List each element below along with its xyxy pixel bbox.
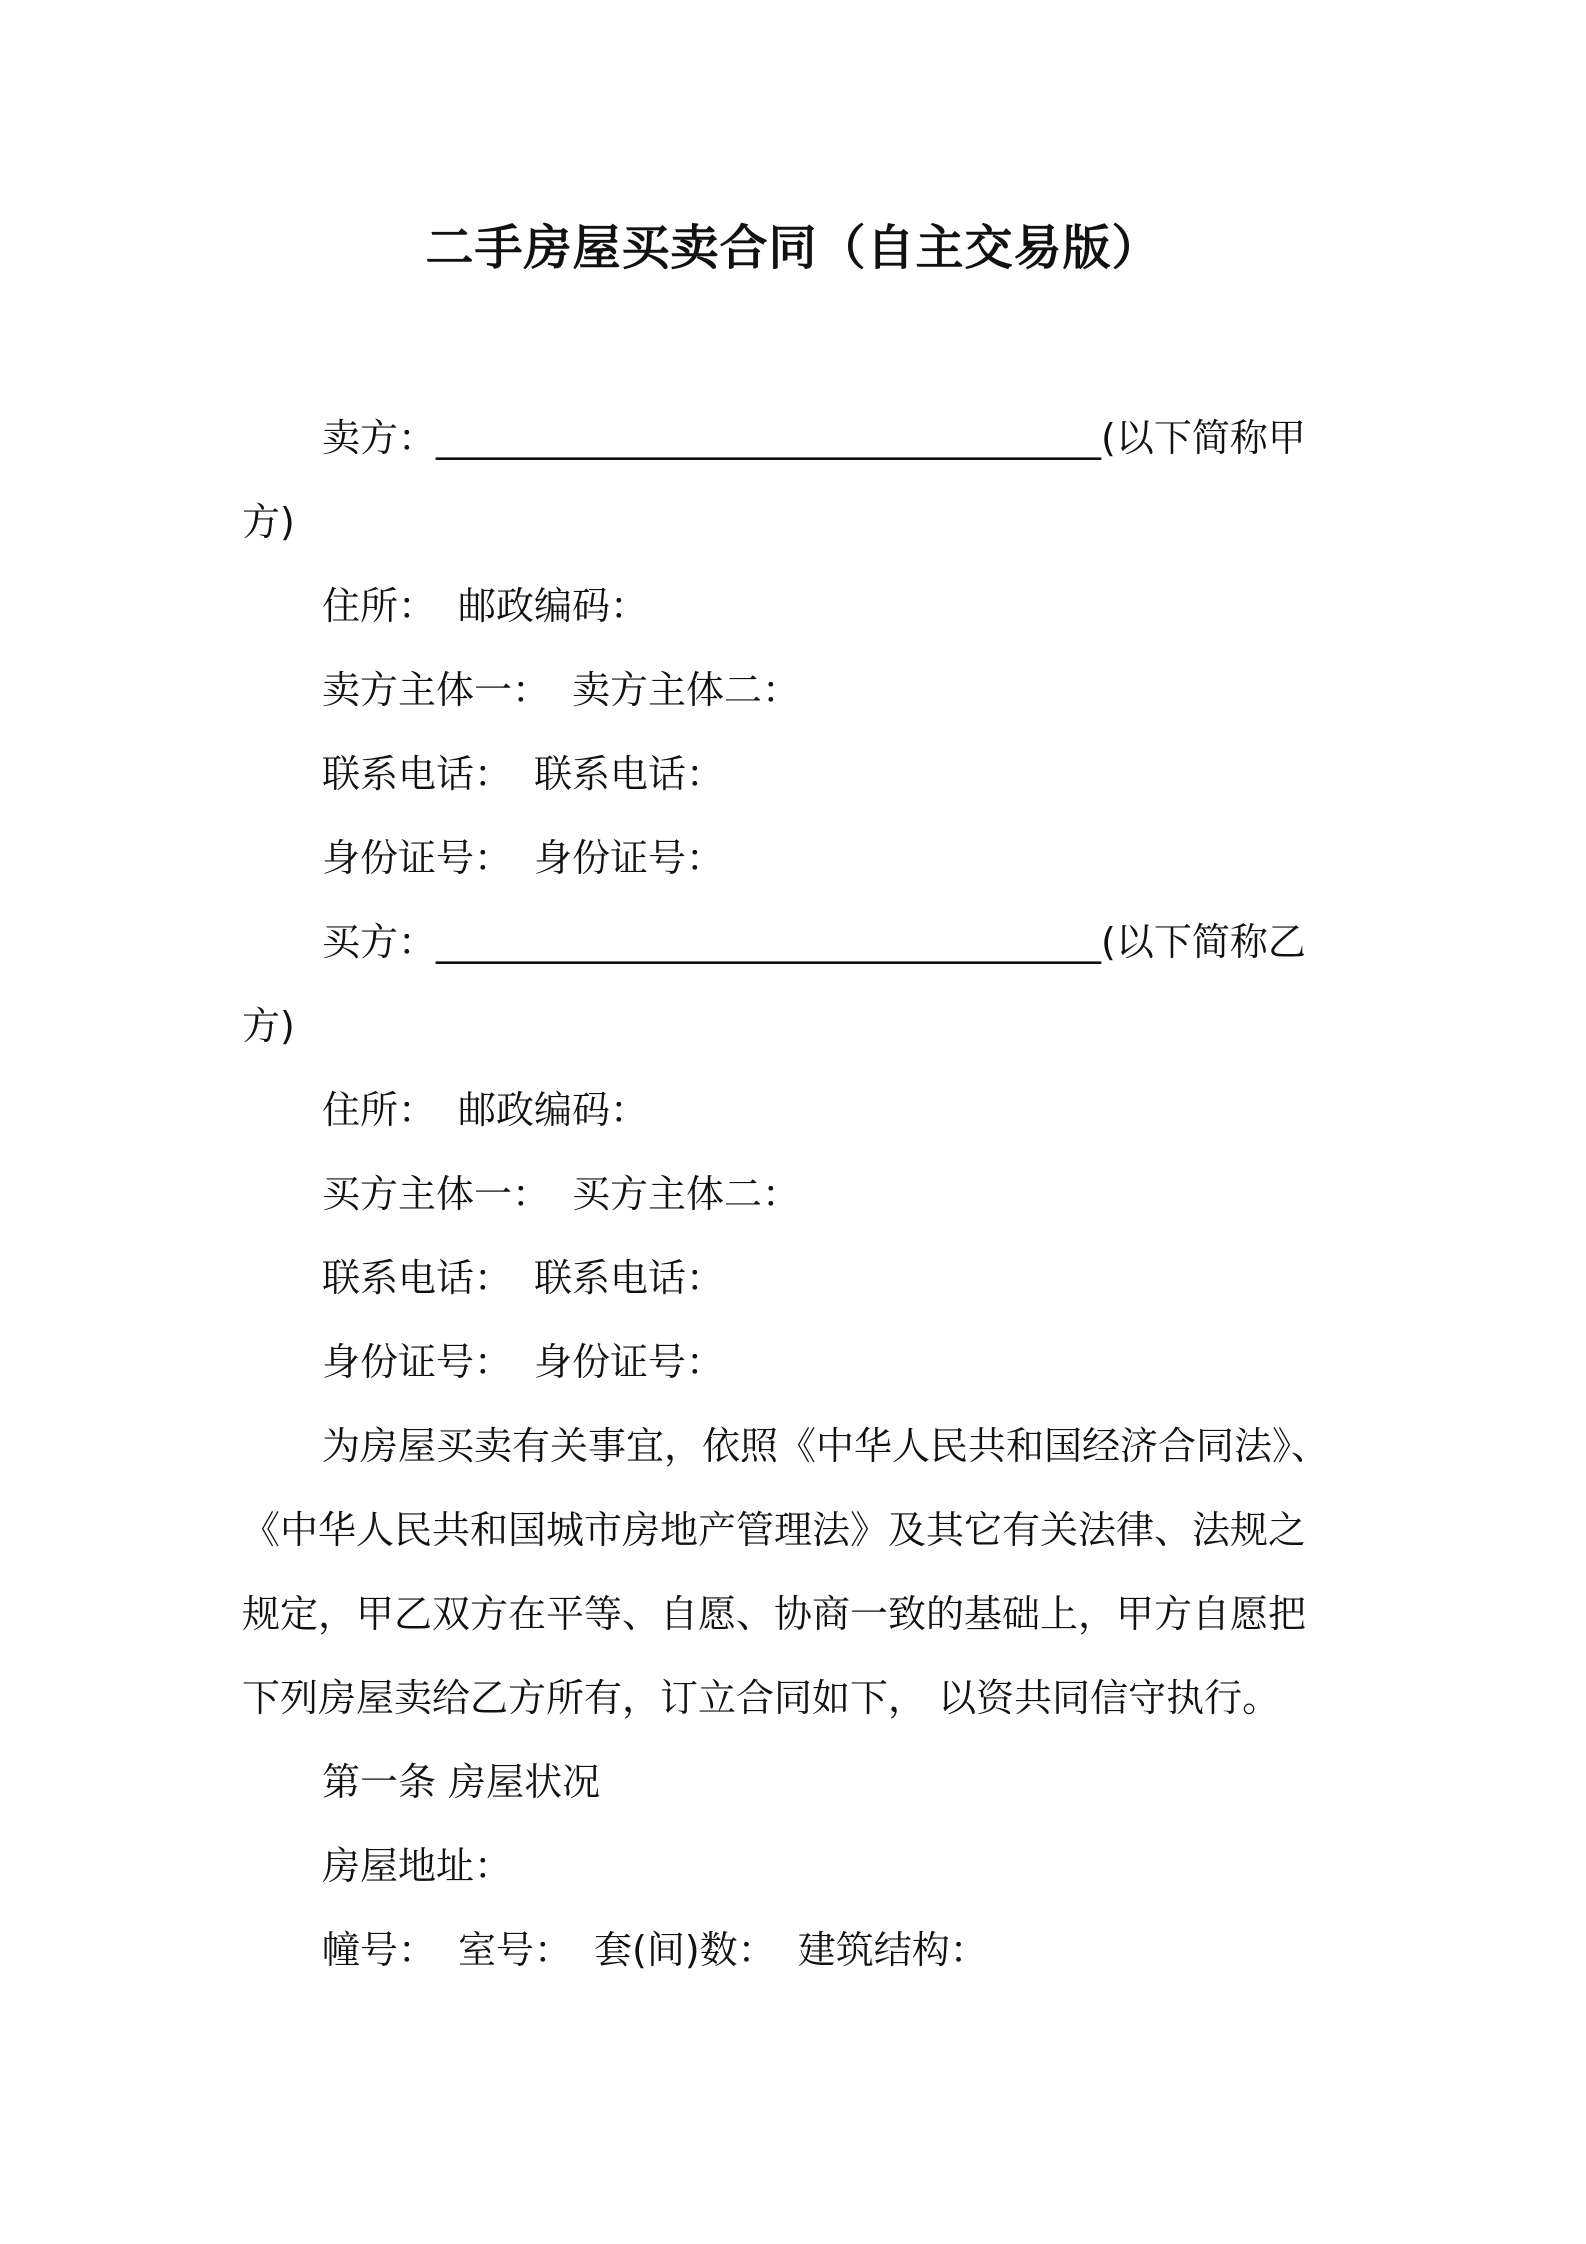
buyer-phone2-label: 联系电话：	[534, 1256, 725, 1300]
buyer-phone-row	[322, 1254, 724, 1302]
seller-id-row	[322, 834, 724, 882]
seller-subject-row	[322, 666, 800, 714]
house-details-row	[322, 1926, 988, 1974]
buyer-line-cont: 方)	[242, 1004, 295, 1048]
seller-phone1-label: 联系电话：	[322, 752, 513, 796]
buyer-address-row	[322, 1086, 648, 1134]
seller-subject2-label: 卖方主体二：	[572, 668, 801, 712]
preamble-line-2: 《中华人民共和国城市房地产管理法》及其它有关法律、法规之	[242, 1508, 1307, 1552]
preamble-line-4: 下列房屋卖给乙方所有，订立合同如下， 以资共同信守执行。	[242, 1676, 1281, 1720]
buyer-line: 买方：___________________________________(以下简称乙	[322, 920, 1306, 964]
seller-line-cont: 方)	[242, 500, 295, 544]
building-no-label: 幢号：	[322, 1928, 437, 1972]
buyer-address-label: 住所：	[322, 1088, 437, 1132]
buyer-id2-label: 身份证号：	[534, 1340, 725, 1384]
seller-subject1-label: 卖方主体一：	[322, 668, 551, 712]
preamble-line-1: 为房屋买卖有关事宜，依照《中华人民共和国经济合同法》、	[322, 1424, 1330, 1468]
house-address-label: 房屋地址：	[322, 1844, 513, 1888]
seller-address-row	[322, 582, 648, 630]
article-1-heading: 第一条 房屋状况	[322, 1760, 601, 1804]
buyer-id1-label: 身份证号：	[322, 1340, 513, 1384]
buyer-phone1-label: 联系电话：	[322, 1256, 513, 1300]
document-title: 二手房屋买卖合同（自主交易版）	[425, 220, 1161, 276]
preamble-line-3: 规定，甲乙双方在平等、自愿、协商一致的基础上，甲方自愿把	[242, 1592, 1307, 1636]
buyer-subject2-label: 买方主体二：	[572, 1172, 801, 1216]
buyer-postcode-label: 邮政编码：	[458, 1088, 649, 1132]
seller-id1-label: 身份证号：	[322, 836, 513, 880]
building-structure-label: 建筑结构：	[797, 1928, 988, 1972]
buyer-subject1-label: 买方主体一：	[322, 1172, 551, 1216]
buyer-subject-row	[322, 1170, 800, 1218]
room-no-label: 室号：	[458, 1928, 573, 1972]
seller-address-label: 住所：	[322, 584, 437, 628]
room-count-label: 套(间)数：	[594, 1928, 776, 1972]
seller-line: 卖方：___________________________________(以下简称甲	[322, 416, 1306, 460]
seller-phone-row	[322, 750, 724, 798]
seller-postcode-label: 邮政编码：	[458, 584, 649, 628]
seller-phone2-label: 联系电话：	[534, 752, 725, 796]
seller-id2-label: 身份证号：	[534, 836, 725, 880]
buyer-id-row	[322, 1338, 724, 1386]
